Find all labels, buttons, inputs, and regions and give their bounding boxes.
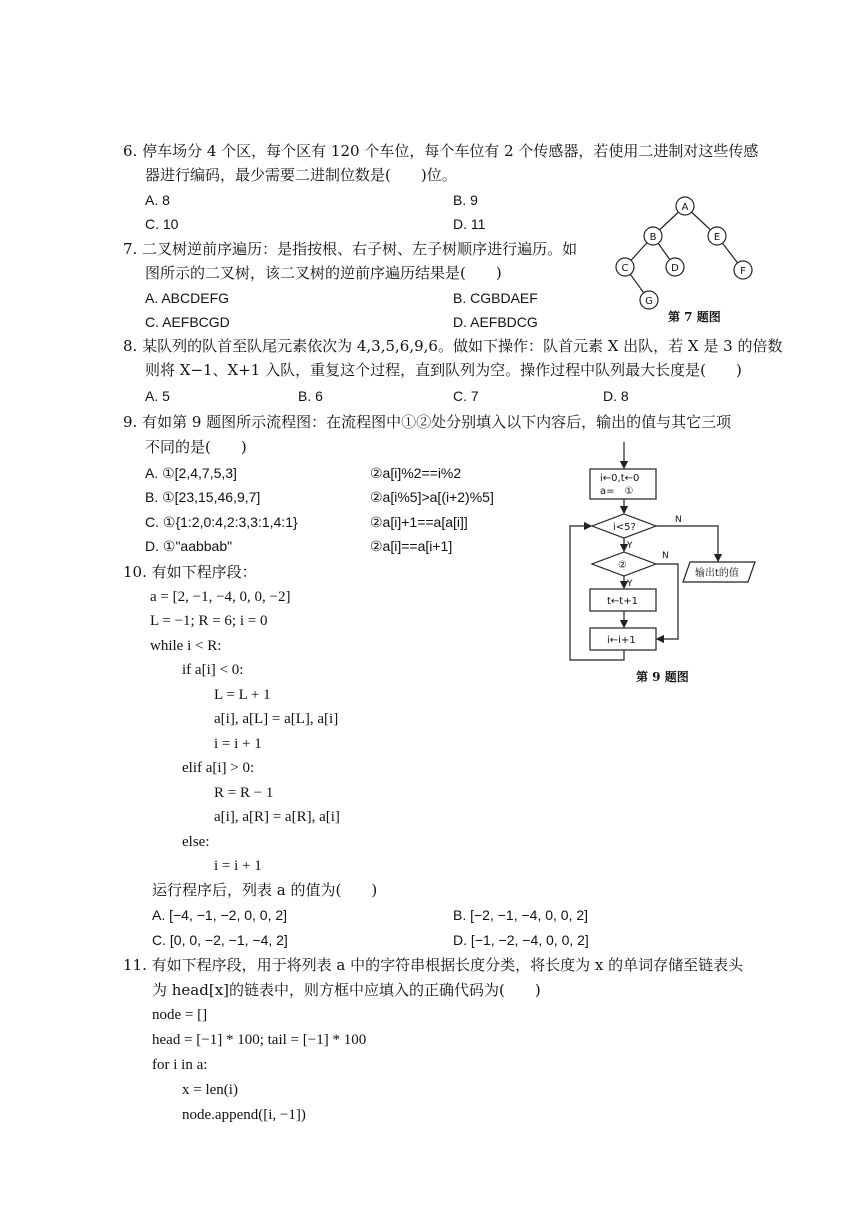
flow-step2-text: i←i+1 bbox=[607, 635, 636, 646]
q10-code-line: if a[i] < 0: bbox=[182, 662, 244, 678]
q10-option-b[interactable]: B. [−2, −1, −4, 0, 0, 2] bbox=[453, 907, 589, 923]
q10-code-line: a[i], a[L] = a[L], a[i] bbox=[214, 711, 339, 727]
q10-code-line: i = i + 1 bbox=[214, 736, 262, 752]
q10-code-line: L = −1; R = 6; i = 0 bbox=[150, 613, 268, 629]
q9-option-d-array[interactable]: D. ①"aabbab" bbox=[145, 538, 233, 554]
q11-code-line: node.append([i, −1]) bbox=[182, 1107, 306, 1123]
q10-code-line: else: bbox=[182, 834, 210, 850]
q9-option-b-cond: ②a[i%5]>a[(i+2)%5] bbox=[370, 489, 494, 505]
q6-line1: 6. 停车场分 4 个区，每个区有 120 个车位，每个车位有 2 个传感器，若使用二进制对这些传感 bbox=[123, 142, 759, 160]
q7-figure-caption: 第 7 题图 bbox=[668, 310, 721, 324]
q10-option-c[interactable]: C. [0, 0, −2, −1, −4, 2] bbox=[152, 932, 288, 948]
q11-code-line: for i in a: bbox=[152, 1057, 208, 1073]
q9-option-a-array[interactable]: A. ①[2,4,7,5,3] bbox=[145, 465, 237, 481]
q7-option-b[interactable]: B. CGBDAEF bbox=[453, 290, 538, 306]
flow-assign-text: a= ① bbox=[600, 486, 634, 497]
q11-line1: 11. 有如下程序段，用于将列表 a 中的字符串根据长度分类，将长度为 x 的单词存储至链表头 bbox=[123, 956, 744, 974]
q9-figure-caption: 第 9 题图 bbox=[636, 670, 689, 684]
q8-option-d[interactable]: D. 8 bbox=[603, 388, 629, 404]
q11-code-line: head = [−1] * 100; tail = [−1] * 100 bbox=[152, 1032, 367, 1048]
q8-line2: 则将 X−1、X+1 入队，重复这个过程，直到队列为空。操作过程中队列最大长度是( ) bbox=[145, 361, 742, 379]
tree-label-g: G bbox=[645, 296, 653, 307]
q9-option-c-array[interactable]: C. ①{1:2,0:4,2:3,3:1,4:1} bbox=[145, 514, 298, 530]
tree-label-f: F bbox=[740, 266, 746, 277]
q10-code-line: L = L + 1 bbox=[214, 687, 271, 703]
q6-line2: 器进行编码，最少需要二进制位数是( )位。 bbox=[145, 166, 457, 184]
tree-label-b: B bbox=[649, 232, 657, 243]
flow-step1-text: t←t+1 bbox=[607, 596, 638, 607]
binary-tree-figure bbox=[605, 190, 765, 318]
q11-code-line: x = len(i) bbox=[182, 1082, 238, 1098]
q10-code-line: a[i], a[R] = a[R], a[i] bbox=[214, 809, 340, 825]
q9-option-d-cond: ②a[i]==a[i+1] bbox=[370, 538, 453, 554]
flow-no-1: N bbox=[675, 515, 682, 525]
q9-option-a-cond: ②a[i]%2==i%2 bbox=[370, 465, 462, 481]
tree-label-e: E bbox=[713, 232, 721, 243]
q10-question: 运行程序后，列表 a 的值为( ) bbox=[152, 881, 378, 899]
q10-code-line: i = i + 1 bbox=[214, 858, 262, 874]
q10-option-d[interactable]: D. [−1, −2, −4, 0, 0, 2] bbox=[453, 932, 589, 948]
flow-init-text: i←0,t←0 bbox=[600, 473, 640, 484]
q10-code-line: while i < R: bbox=[150, 638, 222, 654]
flow-yes-1: Y bbox=[627, 541, 633, 551]
q8-line1: 8. 某队列的队首至队尾元素依次为 4,3,5,6,9,6。做如下操作：队首元素 X 出队，若 X 是 3 的倍数 bbox=[123, 337, 783, 355]
q9-line1: 9. 有如第 9 题图所示流程图：在流程图中①②处分别填入以下内容后，输出的值与其它三项 bbox=[123, 413, 732, 431]
q10-code-line: R = R − 1 bbox=[214, 785, 274, 801]
flowchart-figure bbox=[560, 440, 765, 670]
q9-option-c-cond: ②a[i]+1==a[a[i]] bbox=[370, 514, 468, 530]
q7-line2: 图所示的二叉树，该二叉树的逆前序遍历结果是( ) bbox=[145, 264, 502, 282]
flow-cond1-text: i<5? bbox=[613, 522, 636, 533]
q8-option-c[interactable]: C. 7 bbox=[453, 388, 479, 404]
q10-code-line: a = [2, −1, −4, 0, 0, −2] bbox=[150, 589, 291, 605]
tree-label-d: D bbox=[671, 263, 679, 274]
q10-line1: 10. 有如下程序段： bbox=[123, 563, 257, 581]
tree-label-a: A bbox=[681, 202, 689, 213]
q10-code-line: elif a[i] > 0: bbox=[182, 760, 255, 776]
q8-option-a[interactable]: A. 5 bbox=[145, 388, 170, 404]
flow-cond2-text: ② bbox=[618, 560, 627, 571]
q6-option-c[interactable]: C. 10 bbox=[145, 216, 179, 232]
q6-option-d[interactable]: D. 11 bbox=[453, 216, 486, 232]
q9-line2: 不同的是( ) bbox=[145, 438, 247, 456]
flow-no-2: N bbox=[662, 551, 669, 561]
q11-code-line: node = [] bbox=[152, 1007, 208, 1023]
q7-option-a[interactable]: A. ABCDEFG bbox=[145, 290, 230, 306]
q10-option-a[interactable]: A. [−4, −1, −2, 0, 0, 2] bbox=[152, 907, 288, 923]
q7-line1: 7. 二叉树逆前序遍历：是指按根、右子树、左子树顺序进行遍历。如 bbox=[123, 240, 578, 258]
q8-option-b[interactable]: B. 6 bbox=[298, 388, 323, 404]
q7-option-d[interactable]: D. AEFBDCG bbox=[453, 314, 538, 330]
flow-yes-2: Y bbox=[627, 579, 633, 589]
q7-option-c[interactable]: C. AEFBCGD bbox=[145, 314, 230, 330]
q9-option-b-array[interactable]: B. ①[23,15,46,9,7] bbox=[145, 489, 261, 505]
q6-option-b[interactable]: B. 9 bbox=[453, 192, 478, 208]
tree-label-c: C bbox=[621, 263, 629, 274]
flow-output-text: 输出t的值 bbox=[695, 568, 739, 579]
q6-option-a[interactable]: A. 8 bbox=[145, 192, 170, 208]
q11-line2: 为 head[x]的链表中，则方框中应填入的正确代码为( ) bbox=[152, 981, 541, 999]
